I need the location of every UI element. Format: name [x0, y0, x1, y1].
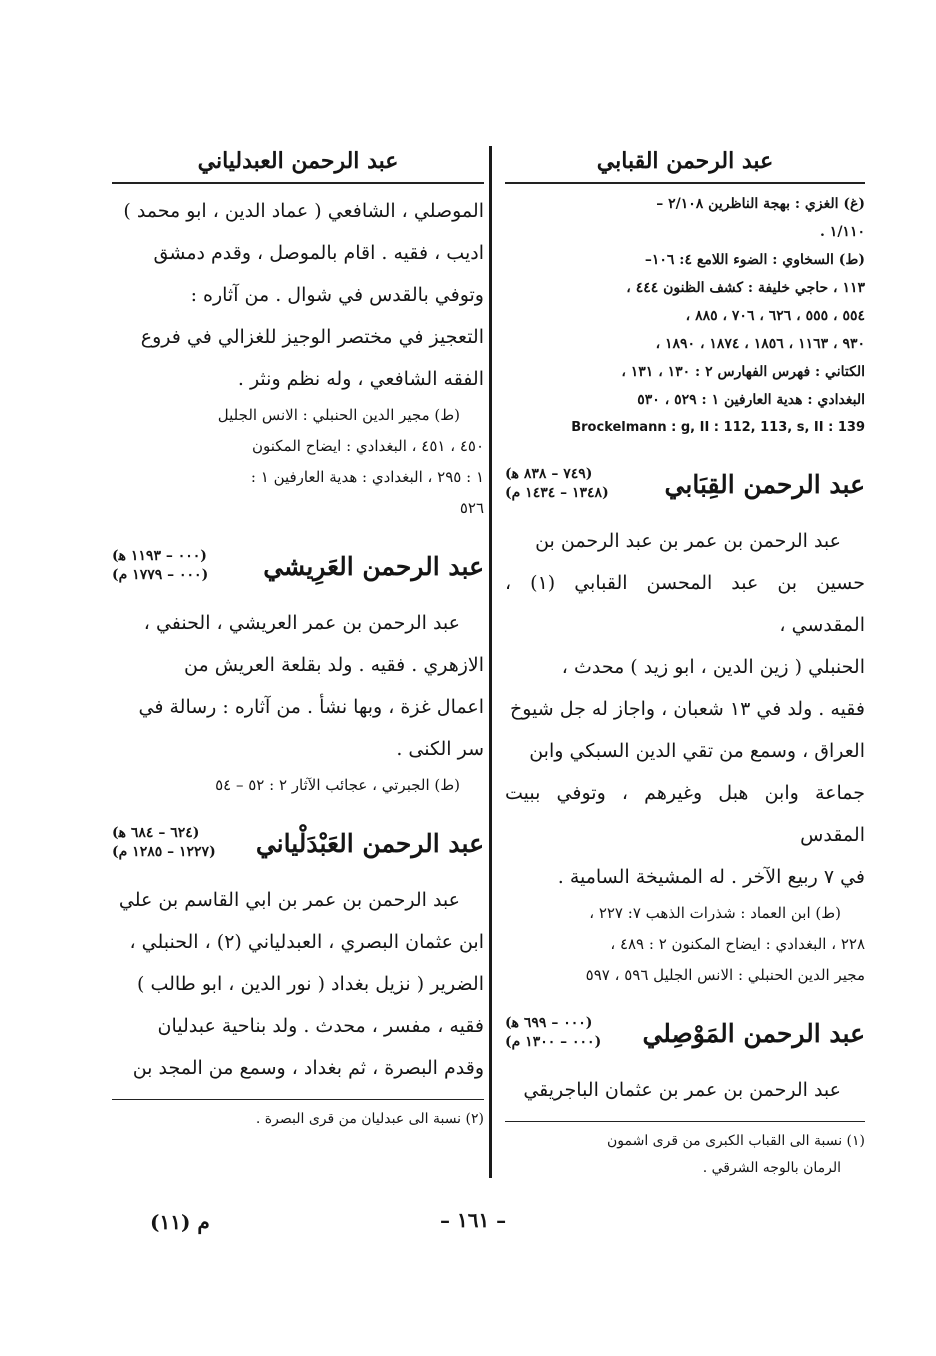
reference-line: الكتاني : فهرس الفهارس ٢ : ١٣٠ ، ١٣١ ،	[621, 364, 865, 380]
body-line: فقيه ، مفسر ، محدث . ولد بناحية عبدليان	[157, 1015, 484, 1037]
body-line: حسين بن عبد المحسن القبابي (١) ، المقدسي ،	[505, 572, 865, 636]
entry-name: عبد الرحمن العَبْدَلْياني	[255, 828, 484, 858]
page-footer	[0, 1208, 936, 1248]
footnote-line: الرمان بالوجه الشرقي .	[702, 1160, 841, 1176]
reference-line: ١ : ٢٩٥ ، البغدادي : هدية العارفين ١ :	[250, 468, 484, 486]
hijri-dates: (٦٢٤ – ٦٨٤ ﻫ)	[112, 825, 200, 841]
entry-dates	[112, 824, 216, 862]
entry-dates	[505, 1014, 601, 1052]
body-line: في ٧ ربيع الآخر . له المشيخة السامية .	[557, 866, 865, 888]
body-line: عبد الرحمن بن عمر بن عثمان الباجريقي	[523, 1079, 841, 1101]
entry-name: عبد الرحمن المَوْصِلي	[642, 1018, 865, 1048]
body-line: الازهري . فقيه . ولد بقلعة العريش من	[184, 654, 484, 676]
right-column-header: عبد الرحمن القبابي	[505, 140, 865, 184]
body-line: اديب ، فقيه . اقام بالموصل ، وقدم دمشق	[153, 242, 484, 264]
footnote-rule	[505, 1121, 865, 1122]
body-line: التعجيز في مختصر الوجيز للغزالي في فروع	[140, 326, 484, 348]
signature-mark: م (١١)	[150, 1210, 210, 1234]
reference-line: البغدادي : هدية العارفين ١ : ٥٢٩ ، ٥٣٠	[637, 392, 865, 408]
body-line: الحنبلي ( زين الدين ، ابو زيد ) محدث ،	[561, 656, 865, 678]
reference-line: (ط) مجير الدين الحنبلي : الانس الجليل	[217, 406, 460, 424]
body-line: جماعة وابن هبل وغيرهم ، وتوفي ببيت المقدس	[505, 782, 865, 846]
hijri-dates: (٠٠٠ – ٦٩٩ ﻫ)	[505, 1015, 593, 1031]
column-divider	[489, 146, 492, 1178]
latin-reference: Brockelmann : g, II : 112, 113, s, II : 139	[571, 420, 865, 435]
reference-line: ٤٥٠ ، ٤٥١ ، البغدادي : ايضاح المكنون	[251, 437, 484, 455]
left-column-header: عبد الرحمن العبدلياني	[112, 140, 484, 184]
body-line: فقيه . ولد في ١٣ شعبان ، واجاز له جل شيوخ	[509, 698, 865, 720]
entry-body	[505, 520, 865, 898]
reference-line: ١/١١٠ .	[820, 224, 865, 240]
body-line: الموصلي ، الشافعي ( عماد الدين ، ابو محمد )	[123, 200, 484, 222]
entry-name: عبد الرحمن العَرِيشي	[263, 551, 484, 581]
continued-references	[112, 400, 484, 524]
reference-line: (ط) الجبرتي ، عجائب الآثار ٢ : ٥٢ – ٥٤	[215, 776, 460, 794]
footnote-line: (٢) نسبة الى عبدليان من قرى البصرة .	[255, 1111, 484, 1127]
body-line: وقدم البصرة ، ثم بغداد ، وسمع من المجد بن	[132, 1057, 484, 1079]
page-number: – ١٦١ –	[440, 1208, 507, 1232]
gregorian-dates: (٠٠٠ – ١٧٧٩ م)	[112, 567, 209, 583]
entry-body	[505, 1069, 865, 1111]
footnote	[112, 1106, 484, 1133]
entry-dates	[112, 547, 208, 585]
entry-references	[112, 770, 484, 801]
body-line: ابن عثمان البصري ، العبدلياني (٢) ، الحنبلي ،	[129, 931, 484, 953]
intro-references	[505, 190, 865, 442]
entry-heading	[505, 456, 865, 512]
entry-heading	[112, 815, 484, 871]
entry-name: عبد الرحمن القِبَابي	[664, 469, 865, 499]
body-line: وتوفي بالقدس في شوال . من آثاره :	[190, 284, 484, 306]
body-line: اعمال غزة ، وبها نشأ . من آثاره : رسالة في	[138, 696, 484, 718]
reference-line: ١١٣ ، حاجي خليفة : كشف الظنون ٤٤٤ ،	[626, 280, 865, 296]
body-line: الضرير ( نزيل بغداد ( نور الدين ، ابو طالب )	[137, 973, 484, 995]
footnote-rule	[112, 1099, 484, 1100]
body-line: العراق ، وسمع من تقي الدين السبكي وابن	[529, 740, 865, 762]
left-column	[112, 140, 484, 1133]
reference-line: ٩٣٠ ، ١١٦٣ ، ١٨٥٦ ، ١٨٧٤ ، ١٨٩٠ ،	[655, 336, 865, 352]
reference-line: مجير الدين الحنبلي : الانس الجليل ٥٩٦ ، ٥٩٧	[585, 966, 865, 984]
continued-body	[112, 190, 484, 400]
reference-line: (ط) ابن العماد : شذرات الذهب ٧: ٢٢٧ ،	[589, 904, 841, 922]
entry-heading	[505, 1005, 865, 1061]
entry-references	[505, 898, 865, 991]
entry-dates	[505, 465, 609, 503]
reference-line: (غ) الغزي : بهجة الناظرين ٢/١٠٨ –	[656, 196, 865, 212]
hijri-dates: (٧٤٩ – ٨٣٨ ﻫ)	[505, 466, 593, 482]
reference-line: ٢٢٨ ، البغدادي : ايضاح المكنون ٢ : ٤٨٩ ،	[610, 935, 865, 953]
footnote-line: (١) نسبة الى القباب الكبرى من قرى اشمون	[606, 1133, 865, 1149]
body-line: الفقه الشافعي ، وله نظم ونثر .	[237, 368, 484, 390]
body-line: عبد الرحمن بن عمر بن ابي القاسم بن علي	[118, 889, 460, 911]
entry-body	[112, 602, 484, 770]
body-line: عبد الرحمن بن عمر العريشي ، الحنفي ،	[143, 612, 460, 634]
gregorian-dates: (١٣٤٨ – ١٤٣٤ م)	[505, 485, 609, 501]
footnote	[505, 1128, 865, 1182]
reference-line: ٥٥٤ ، ٥٥٥ ، ٦٢٦ ، ٧٠٦ ، ٨٨٥ ،	[685, 308, 865, 324]
gregorian-dates: (٠٠٠ – ١٣٠٠ م)	[505, 1034, 602, 1050]
body-line: سر الكنى .	[396, 738, 484, 760]
reference-line: (ط) السخاوي : الضوء اللامع ٤: ١٠٦–	[644, 252, 865, 268]
body-line: عبد الرحمن بن عمر بن عبد الرحمن بن	[535, 530, 841, 552]
gregorian-dates: (١٢٢٧ – ١٢٨٥ م)	[112, 844, 216, 860]
entry-body	[112, 879, 484, 1089]
entry-heading	[112, 538, 484, 594]
right-column	[505, 140, 865, 1182]
hijri-dates: (٠٠٠ – ١١٩٣ ﻫ)	[112, 548, 207, 564]
reference-line: ٥٢٦	[459, 499, 484, 517]
